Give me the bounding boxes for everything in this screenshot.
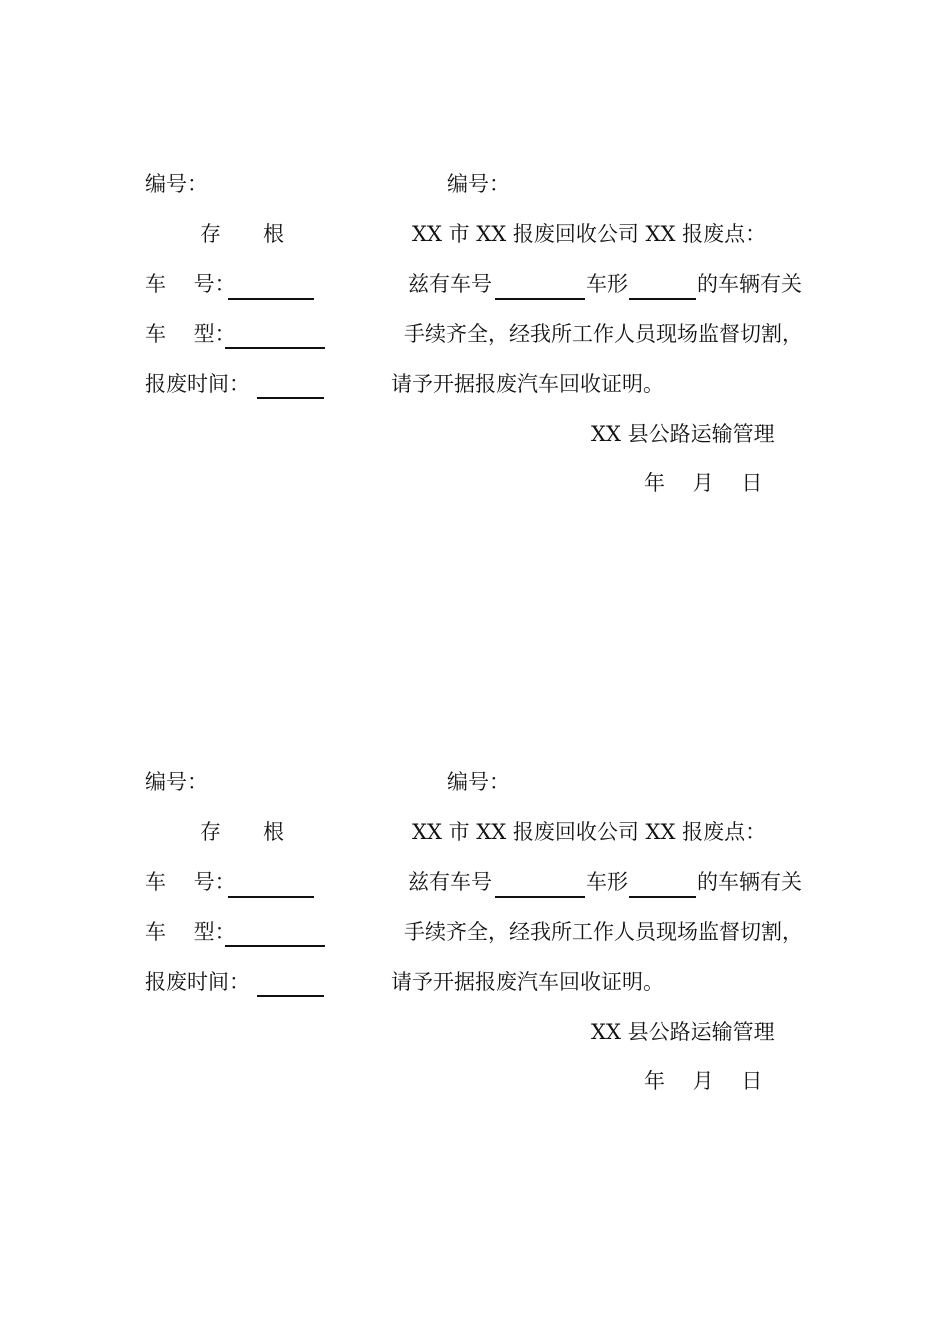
stub-car-number-field[interactable] bbox=[228, 298, 314, 300]
stub-car-type-field[interactable] bbox=[225, 347, 325, 349]
stub-title: 存 根 bbox=[200, 222, 284, 246]
certificate-number-label: 编号： bbox=[447, 172, 510, 196]
scrap-form-2 bbox=[0, 768, 950, 1168]
certificate-line1-end: 的车辆有关 bbox=[697, 870, 802, 894]
certificate-line1-mid: 车形 bbox=[586, 272, 628, 296]
stub-car-number-field[interactable] bbox=[228, 896, 314, 898]
certificate-issuer: XX 县公路运输管理 bbox=[591, 1020, 775, 1044]
stub-scrap-time-label: 报废时间： bbox=[145, 970, 250, 994]
certificate-line1-start: 兹有车号 bbox=[408, 870, 492, 894]
certificate-line2: 手续齐全，经我所工作人员现场监督切割， bbox=[404, 322, 803, 346]
stub-car-type-label: 车 型： bbox=[145, 920, 236, 944]
stub-scrap-time-field[interactable] bbox=[257, 995, 324, 997]
certificate-line1-start: 兹有车号 bbox=[408, 272, 492, 296]
stub-car-type-label: 车 型： bbox=[145, 322, 236, 346]
certificate-car-number-field[interactable] bbox=[495, 298, 585, 300]
stub-car-number-label: 车 号： bbox=[145, 272, 236, 296]
stub-title: 存 根 bbox=[200, 820, 284, 844]
stub-number-label: 编号： bbox=[145, 172, 208, 196]
certificate-date: 年 月 日 bbox=[644, 471, 763, 495]
stub-scrap-time-label: 报废时间： bbox=[145, 372, 250, 396]
certificate-line1-end: 的车辆有关 bbox=[697, 272, 802, 296]
scrap-form-1 bbox=[0, 170, 950, 570]
certificate-addressee: XX 市 XX 报废回收公司 XX 报废点： bbox=[412, 222, 767, 246]
certificate-line1-mid: 车形 bbox=[586, 870, 628, 894]
certificate-number-label: 编号： bbox=[447, 770, 510, 794]
certificate-line2: 手续齐全，经我所工作人员现场监督切割， bbox=[404, 920, 803, 944]
certificate-line3: 请予开据报废汽车回收证明。 bbox=[391, 970, 664, 994]
certificate-issuer: XX 县公路运输管理 bbox=[591, 422, 775, 446]
stub-car-type-field[interactable] bbox=[225, 945, 325, 947]
certificate-date: 年 月 日 bbox=[644, 1069, 763, 1093]
stub-scrap-time-field[interactable] bbox=[257, 397, 324, 399]
stub-number-label: 编号： bbox=[145, 770, 208, 794]
certificate-addressee: XX 市 XX 报废回收公司 XX 报废点： bbox=[412, 820, 767, 844]
certificate-line3: 请予开据报废汽车回收证明。 bbox=[391, 372, 664, 396]
certificate-car-type-field[interactable] bbox=[629, 298, 696, 300]
certificate-car-type-field[interactable] bbox=[629, 896, 696, 898]
stub-car-number-label: 车 号： bbox=[145, 870, 236, 894]
certificate-car-number-field[interactable] bbox=[495, 896, 585, 898]
